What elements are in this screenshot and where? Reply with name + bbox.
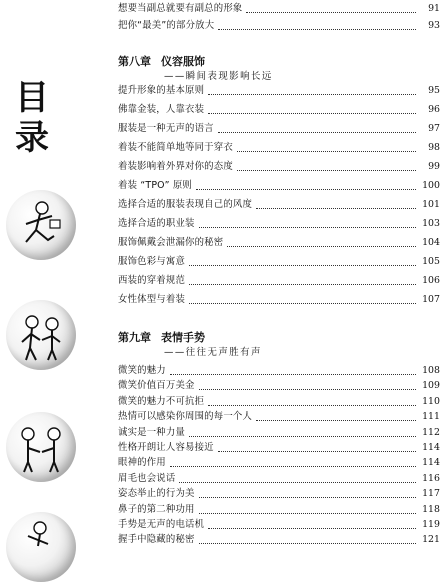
chapter-heading-8	[118, 54, 205, 70]
illustration-circle-2	[6, 300, 76, 370]
toc-entry-page: 105	[422, 256, 440, 267]
handshake-illustration	[6, 412, 76, 482]
toc-entry-title: 佛靠金装，人靠衣装	[118, 104, 205, 115]
dot-leader	[256, 420, 416, 421]
toc-entry-title: 西装的穿着规范	[118, 275, 186, 286]
dot-leader	[227, 246, 416, 247]
toc-entry-title: 服饰色彩与寓意	[118, 256, 186, 267]
toc-entry-page: 119	[422, 519, 440, 530]
toc-entry-title: 微笑价值百万美金	[118, 380, 195, 392]
toc-entry-page: 104	[422, 237, 440, 248]
chapter-name: 仪容服饰	[161, 55, 205, 68]
toc-entry-title: 想要当副总就要有副总的形象	[118, 3, 243, 14]
dot-leader	[189, 284, 416, 285]
chapter-number: 第八章	[118, 55, 151, 68]
walking-figure-illustration	[6, 512, 76, 582]
dot-leader	[189, 265, 416, 266]
toc-entry[interactable]	[118, 272, 440, 289]
toc-entry[interactable]	[118, 531, 440, 548]
illustration-circle-1	[6, 190, 76, 260]
dot-leader	[208, 113, 416, 114]
side-title-char-2: 录	[15, 118, 49, 158]
dot-leader	[189, 303, 416, 304]
toc-entry-title: 握手中隐藏的秘密	[118, 534, 195, 546]
dot-leader	[218, 29, 416, 30]
chapter-heading-9	[118, 330, 205, 346]
toc-entry-title: 热情可以感染你周围的每一个人	[118, 411, 253, 423]
chapter-subtitle: ——瞬间表现影响长远	[164, 71, 273, 82]
toc-entry-title: 眉毛也会说话	[118, 472, 176, 484]
dot-leader	[199, 227, 416, 228]
running-man-illustration	[6, 190, 76, 260]
toc-entry-page: 116	[422, 472, 440, 484]
toc-entry[interactable]	[118, 196, 440, 213]
toc-entry-page: 97	[428, 123, 440, 134]
toc-entry-title: 选择合适的职业装	[118, 218, 195, 229]
illustration-circle-4	[6, 512, 76, 582]
toc-entry-page: 112	[422, 426, 440, 438]
toc-entry-page: 99	[428, 161, 440, 172]
toc-entry-title: 提升形象的基本原则	[118, 85, 205, 96]
toc-entry-page: 121	[422, 534, 440, 546]
dot-leader	[218, 132, 416, 133]
side-title-char-1: 目	[15, 78, 49, 118]
dot-leader	[199, 513, 416, 514]
dot-leader	[208, 405, 416, 406]
toc-entry-page: 118	[422, 503, 440, 515]
toc-entry-title: 性格开朗让人容易接近	[118, 442, 214, 453]
toc-entry[interactable]	[118, 177, 440, 194]
toc-entry[interactable]	[118, 253, 440, 270]
toc-entry-page: 95	[428, 85, 440, 96]
toc-entry-page: 114	[422, 457, 440, 469]
dot-leader	[246, 12, 416, 13]
toc-entry-page: 91	[428, 3, 440, 14]
toc-entry-page: 108	[422, 365, 440, 376]
toc-entry-page: 96	[428, 104, 440, 115]
toc-entry-title: 眼神的作用	[118, 457, 166, 469]
dot-leader	[199, 389, 416, 390]
dot-leader	[199, 543, 416, 544]
toc-entry[interactable]	[118, 234, 440, 251]
sidebar	[0, 0, 86, 547]
toc-entry-title: 着装影响着外界对你的态度	[118, 161, 233, 172]
toc-entry[interactable]	[118, 17, 440, 34]
dot-leader	[237, 170, 416, 171]
toc-entry-title: 手势是无声的电话机	[118, 519, 205, 530]
toc-entry-title: 微笑的魅力	[118, 365, 166, 376]
toc-entry-title: 着装不能简单地等同于穿衣	[118, 142, 233, 153]
toc-entry-page: 117	[422, 488, 440, 500]
toc-entry-title: 诚实是一种力量	[118, 426, 186, 438]
toc-entry[interactable]	[118, 120, 440, 137]
toc-entry-page: 109	[422, 380, 440, 392]
toc-entry[interactable]	[118, 215, 440, 232]
toc-entry-title: 女性体型与着装	[118, 294, 186, 305]
dot-leader	[237, 151, 416, 152]
toc-entry[interactable]	[118, 82, 440, 99]
toc-entry-title: 微笑的魅力不可抗拒	[118, 395, 205, 407]
toc-entry-title: 服饰佩戴会泄漏你的秘密	[118, 237, 224, 248]
chapter-subtitle: ——往往无声胜有声	[164, 347, 262, 358]
dot-leader	[199, 497, 416, 498]
toc-entry-title: 鼻子的第二种功用	[118, 503, 195, 515]
toc-entry-title: 把你“最美”的部分放大	[118, 20, 215, 31]
toc-entry[interactable]	[118, 158, 440, 175]
toc-entry-page: 100	[422, 180, 440, 191]
toc-entry-title: 服装是一种无声的语言	[118, 123, 214, 134]
toc-entry-page: 103	[422, 218, 440, 229]
toc-entry-page: 110	[422, 395, 440, 407]
toc-entry[interactable]	[118, 139, 440, 156]
toc-entry[interactable]	[118, 291, 440, 308]
toc-entry-title: 姿态举止的行为美	[118, 488, 195, 500]
illustration-circle-3	[6, 412, 76, 482]
toc-entry-title: 着装 “TPO” 原则	[118, 180, 192, 191]
toc-entry-page: 93	[428, 20, 440, 31]
toc-entry[interactable]	[118, 101, 440, 118]
dot-leader	[189, 436, 416, 437]
dot-leader	[170, 374, 416, 375]
toc-entry-page: 106	[422, 275, 440, 286]
two-people-illustration	[6, 300, 76, 370]
dot-leader	[196, 189, 416, 190]
dot-leader	[208, 94, 416, 95]
dot-leader	[256, 208, 416, 209]
dot-leader	[208, 528, 416, 529]
dot-leader	[218, 451, 416, 452]
dot-leader	[170, 466, 416, 467]
toc-entry-page: 101	[422, 199, 440, 210]
toc-entry-page: 114	[422, 442, 440, 453]
toc-entry-page: 111	[422, 411, 440, 423]
chapter-number: 第九章	[118, 331, 151, 344]
toc-entry[interactable]	[118, 0, 440, 17]
dot-leader	[179, 482, 416, 483]
toc-entry-page: 107	[422, 294, 440, 305]
toc-entry-page: 98	[428, 142, 440, 153]
toc-entry-title: 选择合适的服装表现自己的风度	[118, 199, 253, 210]
chapter-name: 表情手势	[161, 331, 205, 344]
